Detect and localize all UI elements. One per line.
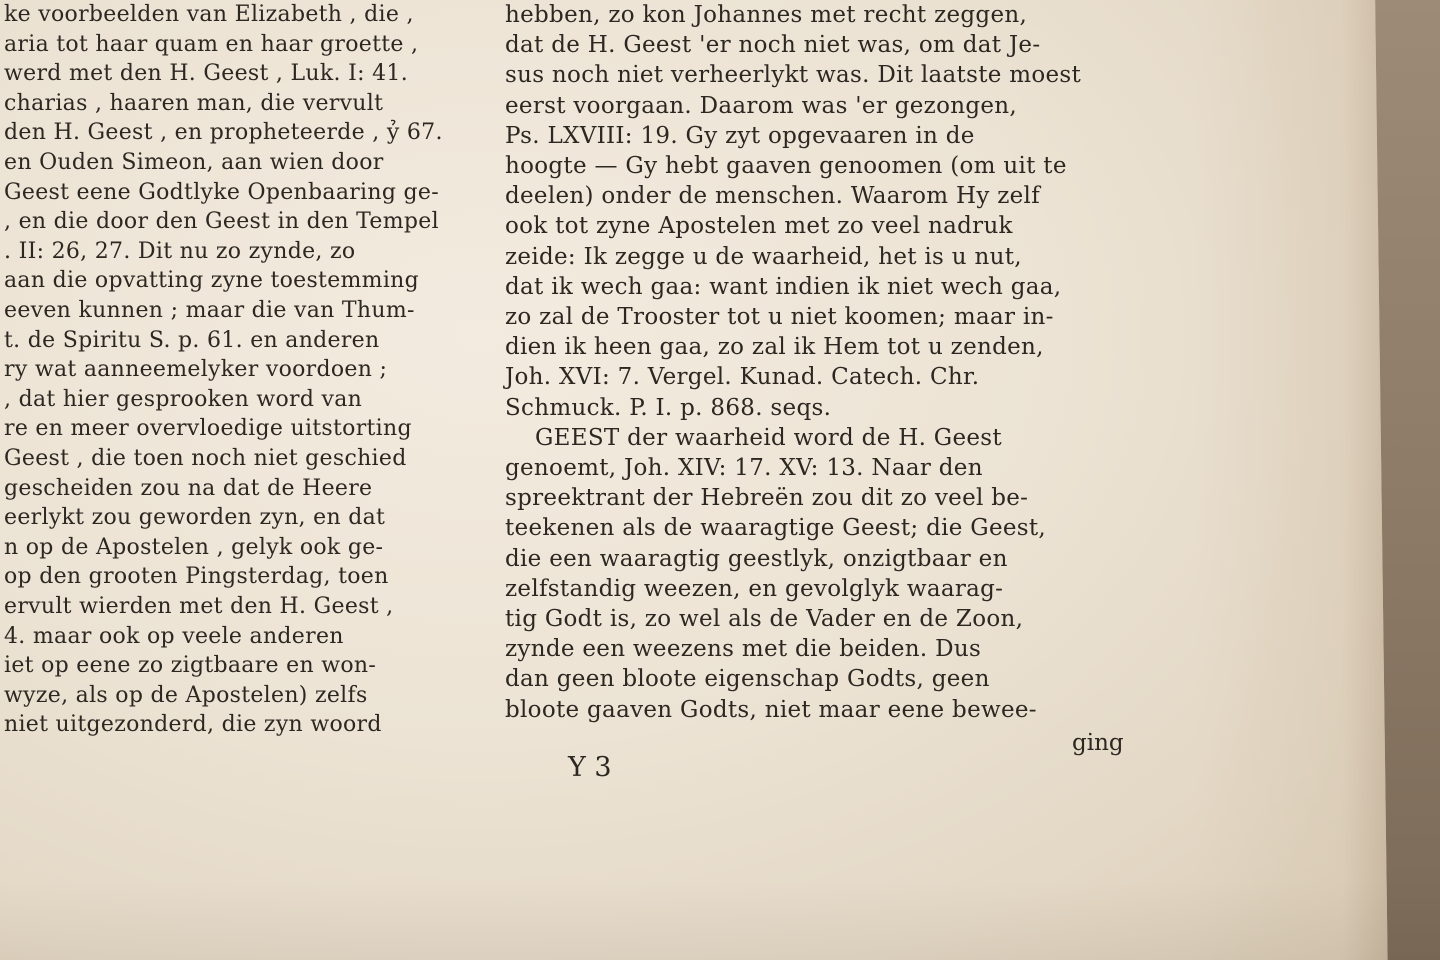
text-line: charias , haaren man, die vervult [4,90,384,116]
text-line: sus noch niet verheerlykt was. Dit laatste moest [505,62,1082,89]
text-line: gescheiden zou na dat de Heere [4,475,373,501]
text-line: Geest , die toen noch niet geschied [4,446,407,471]
text-line: eerlykt zou geworden zyn, en dat [4,505,386,531]
text-line: bloote gaaven Godts, niet maar eene bewee- [505,696,1037,723]
text-line: , dat hier gesprooken word van [4,386,363,412]
text-line: re en meer overvloedige uitstorting [4,416,412,442]
text-line: zelfstandig weezen, en gevolglyk waarag- [505,575,1004,602]
left-column-text [0,0,480,960]
text-line: dien ik heen gaa, zo zal ik Hem tot u zenden, [505,334,1044,361]
text-line: 4. maar ook op veele anderen [4,623,344,649]
text-line: Ps. LXVIII: 19. Gy zyt opgevaaren in de [505,122,975,149]
text-line: t. de Spiritu S. p. 61. en anderen [4,327,380,353]
text-line: die een waaragtig geestlyk, onzigtbaar en [505,545,1008,572]
text-line: , en die door den Geest in den Tempel [4,209,439,235]
text-line: Geest eene Godtlyke Openbaaring ge- [4,179,439,205]
text-line: den H. Geest , en propheteerde , ỷ 67. [4,120,443,146]
text-line: aan die opvatting zyne toestemming [4,268,420,294]
signature-mark: Y 3 [568,752,612,783]
text-line: . II: 26, 27. Dit nu zo zynde, zo [4,238,356,264]
text-line: dan geen bloote eigenschap Godts, geen [505,666,990,693]
text-line: iet op eene zo zigtbaare en won- [4,653,377,679]
catchword: ging [1072,730,1124,756]
text-line: deelen) onder de menschen. Waarom Hy zelf [505,183,1041,210]
text-line: n op de Apostelen , gelyk ook ge- [4,534,384,560]
text-line: eerst voorgaan. Daarom was 'er gezongen, [505,92,1017,119]
text-line: dat de H. Geest 'er noch niet was, om dat Je- [505,32,1041,59]
text-line: ook tot zyne Apostelen met zo veel nadruk [505,213,1013,240]
text-line: spreektrant der Hebreën zou dit zo veel be- [505,485,1029,512]
text-line: zo zal de Trooster tot u niet koomen; maar in- [505,304,1054,330]
text-line: werd met den H. Geest , Luk. I: 41. [4,61,408,87]
text-line: tig Godt is, zo wel als de Vader en de Zoon, [505,606,1024,632]
text-line: Schmuck. P. I. p. 868. seqs. [505,394,832,421]
text-line: op den grooten Pingsterdag, toen [4,564,389,590]
text-line: dat ik wech gaa: want indien ik niet wech gaa, [505,273,1062,300]
text-line: zynde een weezens met die beiden. Dus [505,636,982,663]
text-line: Joh. XVI: 7. Vergel. Kunad. Catech. Chr. [505,364,980,391]
text-line: genoemt, Joh. XIV: 17. XV: 13. Naar den [505,455,983,481]
text-line: teekenen als de waaragtige Geest; die Geest, [505,515,1047,542]
text-line: ervult wierden met den H. Geest , [4,594,394,619]
text-line: wyze, als op de Apostelen) zelfs [4,682,368,708]
text-line: hebben, zo kon Johannes met recht zeggen, [505,2,1028,28]
text-line: eeven kunnen ; maar die van Thum- [4,298,415,323]
text-line: zeide: Ik zegge u de waarheid, het is u nut, [505,243,1022,270]
text-line: aria tot haar quam en haar groette , [4,31,419,57]
text-line: niet uitgezonderd, die zyn woord [4,712,382,738]
text-line: hoogte — Gy hebt gaaven genoomen (om uit te [505,153,1067,179]
text-line: en Ouden Simeon, aan wien door [4,150,384,175]
page-edge-shading [1195,0,1405,960]
text-line: ry wat aanneemelyker voordoen ; [4,357,388,383]
text-line: GEEST der waarheid word de H. Geest [535,424,1002,451]
text-line: ke voorbeelden van Elizabeth , die , [4,2,414,27]
